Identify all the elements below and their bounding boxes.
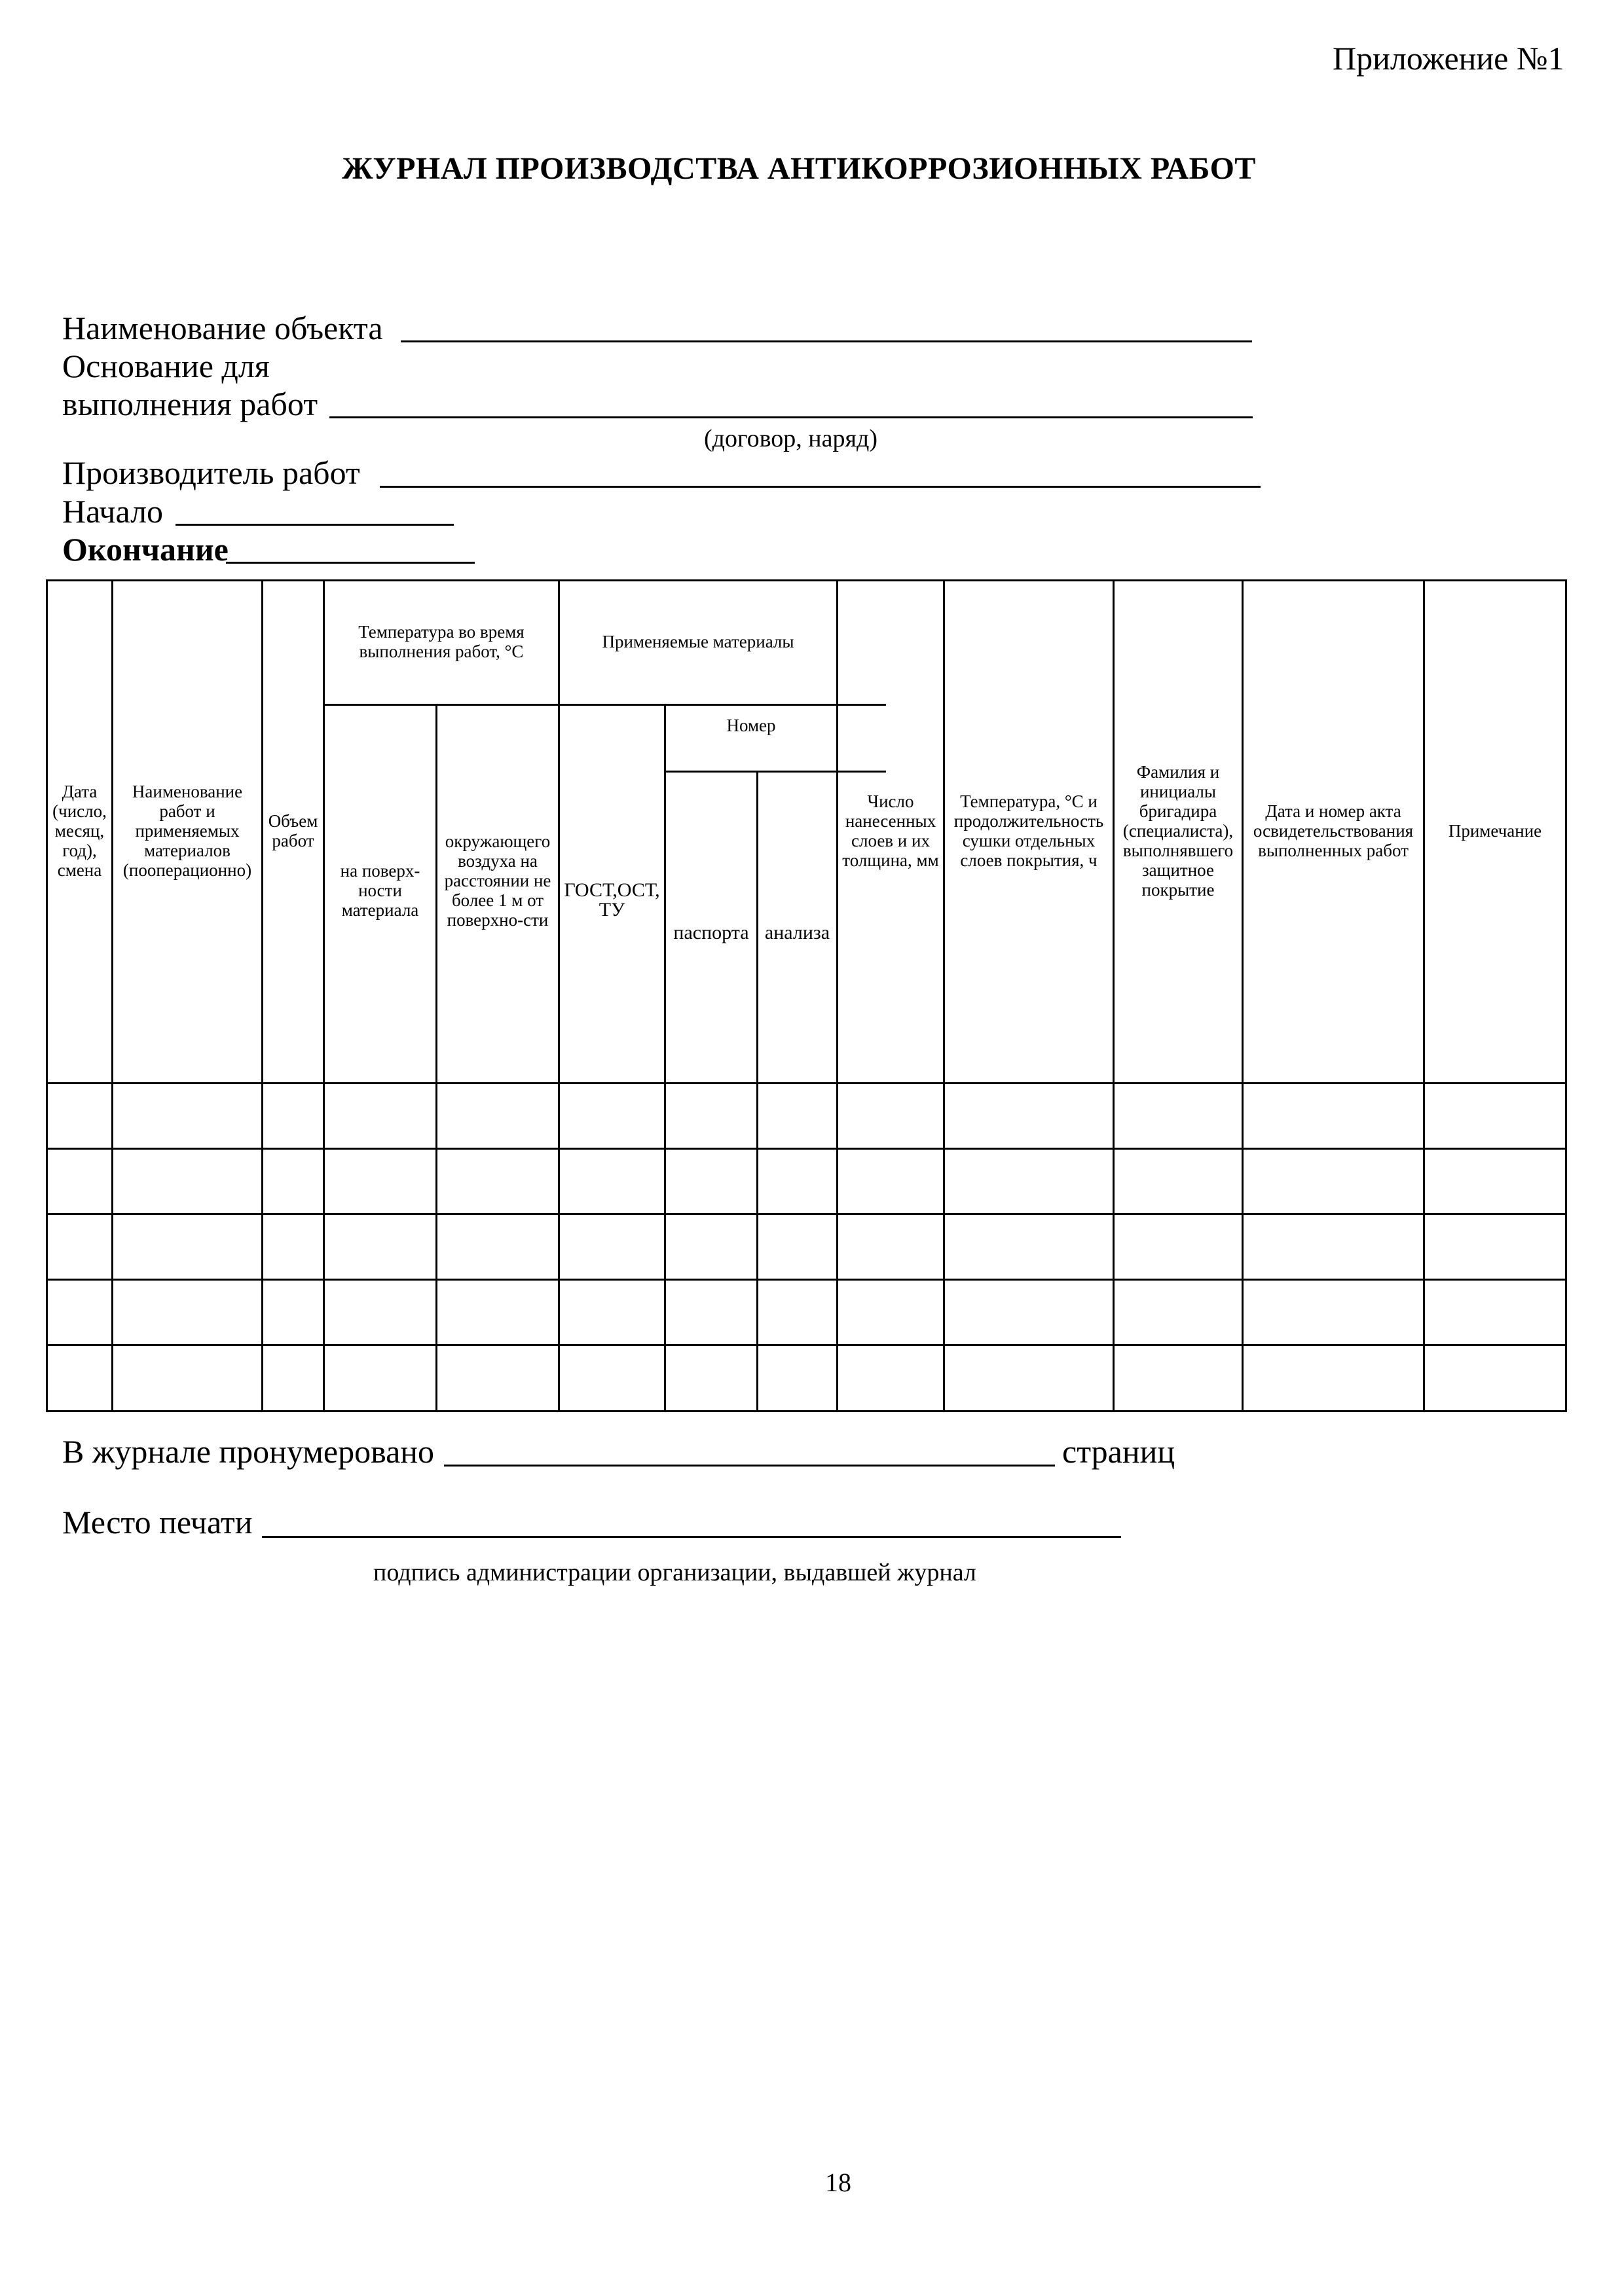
header-work-name: Наименование работ и применяемых материалов (пооперационно)	[122, 782, 252, 880]
header-analysis: анализа	[764, 922, 830, 943]
contractor-line[interactable]	[380, 486, 1261, 488]
page-number: 18	[825, 2168, 851, 2197]
page-title: ЖУРНАЛ ПРОИЗВОДСТВА АНТИКОРРОЗИОННЫХ РАБОТ	[342, 151, 1256, 186]
start-line[interactable]	[175, 524, 454, 526]
header-standard: ГОСТ,ОСТ, ТУ	[564, 879, 660, 920]
header-foreman: Фамилия и инициалы бригадира (специалиста), выполнявшего защитное покрытие	[1122, 762, 1234, 900]
object-name-line[interactable]	[401, 340, 1252, 342]
header-drying: Температура, °С и продолжительность сушки отдельных слоев покрытия, ч	[953, 792, 1104, 870]
header-volume: Объем работ	[268, 811, 318, 850]
contractor-label: Производитель работ	[62, 454, 360, 491]
basis-caption: (договор, наряд)	[704, 425, 877, 452]
basis-label-line1: Основание для	[62, 348, 270, 384]
basis-label-line2: выполнения работ	[62, 386, 318, 422]
basis-line[interactable]	[329, 416, 1253, 418]
header-act: Дата и номер акта освидетельствования выполненных работ	[1253, 801, 1414, 860]
signature-line[interactable]	[262, 1536, 1121, 1538]
pages-numbered-label: В журнале пронумеровано	[62, 1433, 435, 1470]
end-label: Окончание	[62, 531, 229, 568]
end-line[interactable]	[226, 562, 475, 564]
header-passport: паспорта	[673, 922, 749, 943]
seal-label: Место печати	[62, 1504, 253, 1540]
header-temp-surface: на поверх-ности материала	[340, 861, 420, 920]
header-layers: Число нанесенных слоев и их толщина, мм	[842, 792, 939, 870]
header-materials-group: Применяемые материалы	[602, 632, 794, 651]
signature-caption: подпись администрации организации, выдавшей журнал	[373, 1559, 976, 1586]
pages-word: страниц	[1062, 1433, 1175, 1470]
appendix-label: Приложение №1	[1333, 40, 1564, 77]
header-date: Дата (число, месяц, год), смена	[52, 782, 107, 880]
header-note: Примечание	[1448, 821, 1542, 841]
start-label: Начало	[62, 493, 164, 530]
header-temperature-group: Температура во время выполнения работ, °С	[358, 622, 525, 661]
header-temp-air: окружающего воздуха на расстоянии не более 1 м от поверхно-сти	[444, 831, 551, 930]
pages-numbered-line[interactable]	[444, 1465, 1055, 1467]
journal-table	[46, 579, 1565, 1412]
object-name-label: Наименование объекта	[62, 310, 383, 346]
header-number-group: Номер	[726, 716, 776, 735]
